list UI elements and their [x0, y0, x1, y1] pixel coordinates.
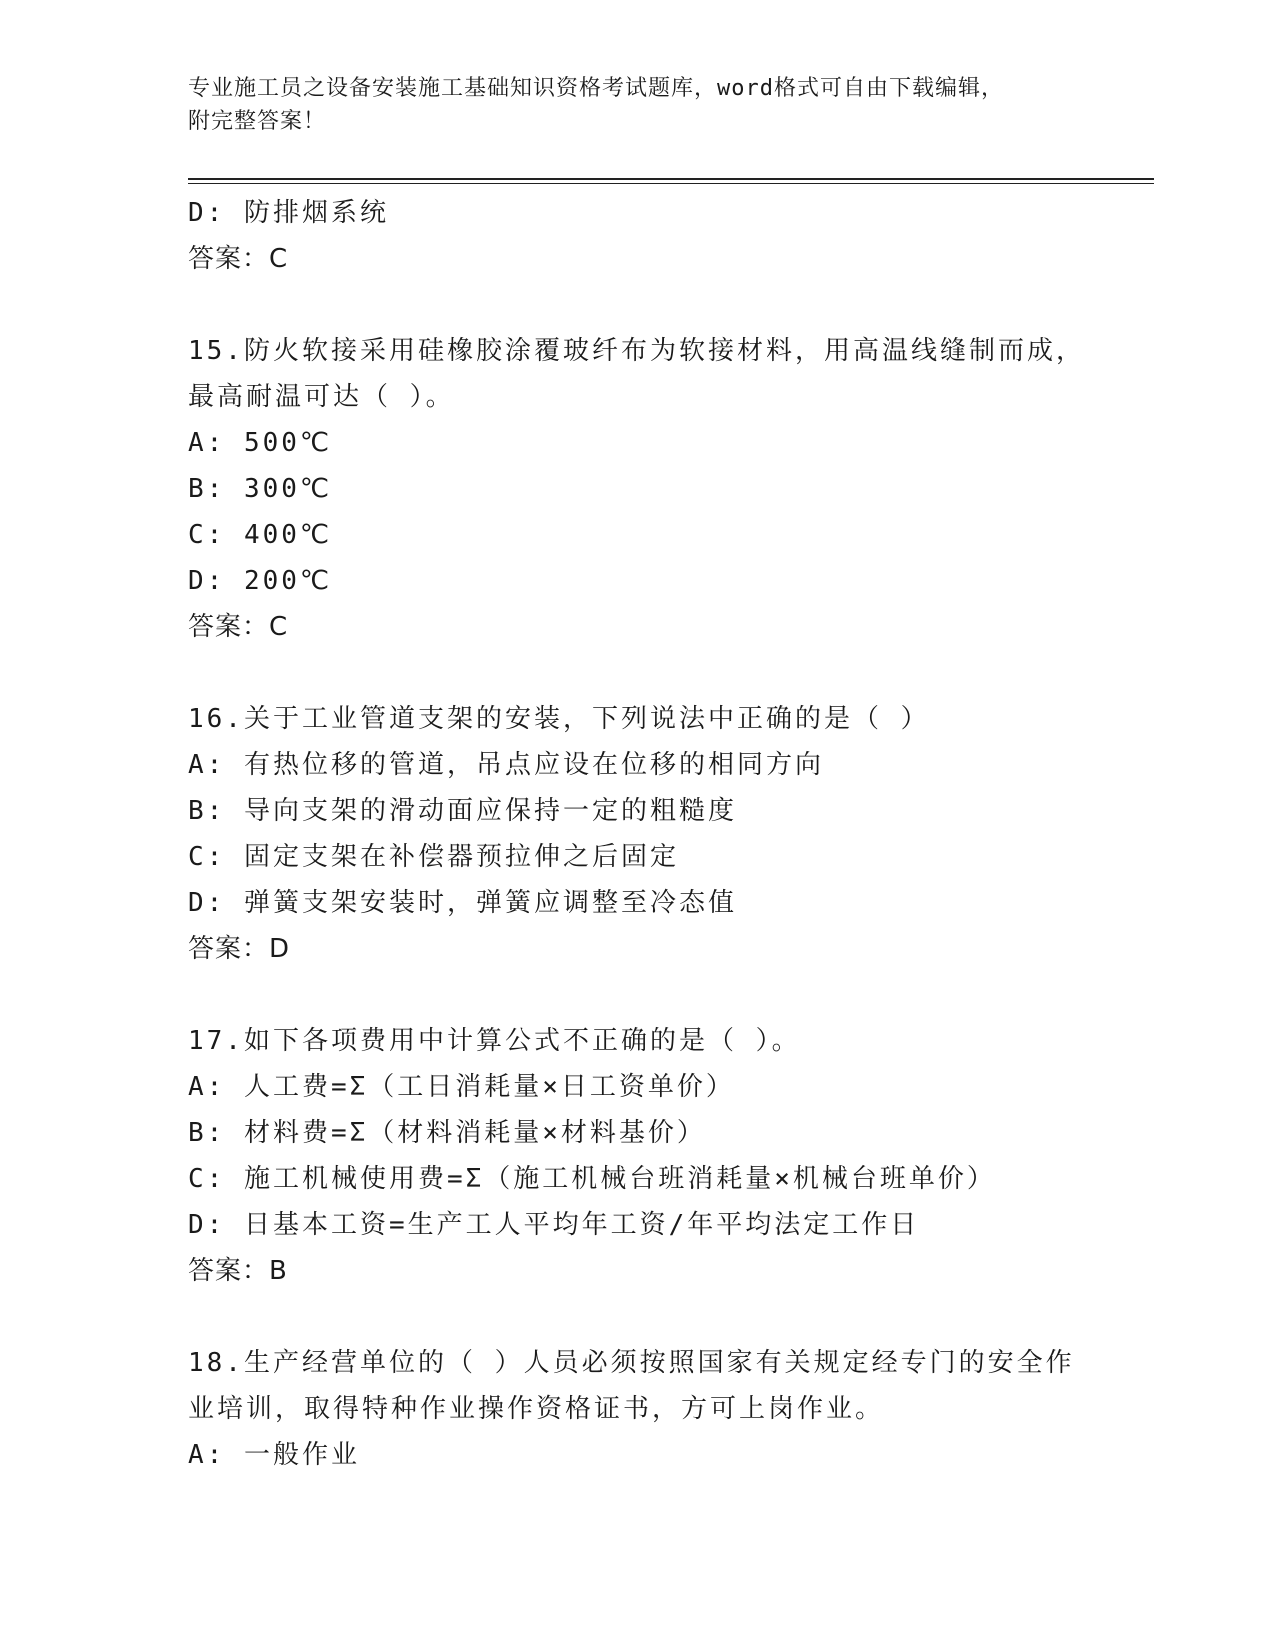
question-stem-cont: 业培训，取得特种作业操作资格证书，方可上岗作业。	[188, 1394, 885, 1424]
header-divider-thick	[188, 178, 1154, 180]
question-18	[188, 1340, 1088, 1478]
question-stem: 18.生产经营单位的（ ）人员必须按照国家有关规定经专门的安全作	[188, 1348, 1075, 1378]
header-line-1: 专业施工员之设备安装施工基础知识资格考试题库，word格式可自由下载编辑，	[188, 76, 1004, 101]
question-list	[188, 190, 1088, 1478]
spacer	[188, 972, 1088, 1018]
option-a: A: 500℃	[188, 428, 333, 458]
option-a: A: 一般作业	[188, 1440, 360, 1470]
answer: 答案：C	[188, 612, 289, 642]
question-stem: 17.如下各项费用中计算公式不正确的是（ ）。	[188, 1026, 801, 1056]
question-stem: 15.防火软接采用硅橡胶涂覆玻纤布为软接材料，用高温线缝制而成，	[188, 336, 1085, 366]
option-a: A: 有热位移的管道，吊点应设在位移的相同方向	[188, 750, 824, 780]
option-a: A: 人工费=Σ（工日消耗量×日工资单价）	[188, 1072, 735, 1102]
question-16	[188, 696, 1088, 972]
prev-answer: 答案：C	[188, 244, 289, 274]
spacer	[188, 1294, 1088, 1340]
option-b: B: 材料费=Σ（材料消耗量×材料基价）	[188, 1118, 706, 1148]
question-stem-cont: 最高耐温可达（ ）。	[188, 382, 455, 412]
option-b: B: 导向支架的滑动面应保持一定的粗糙度	[188, 796, 737, 826]
answer: 答案：B	[188, 1256, 288, 1286]
option-d: D: 200℃	[188, 566, 333, 596]
option-d: D: 弹簧支架安装时，弹簧应调整至冷态值	[188, 888, 737, 918]
prev-option-d: D: 防排烟系统	[188, 198, 389, 228]
header-divider-thin	[188, 183, 1154, 184]
option-d: D: 日基本工资=生产工人平均年工资/年平均法定工作日	[188, 1210, 920, 1240]
spacer	[188, 650, 1088, 696]
option-c: C: 400℃	[188, 520, 333, 550]
option-c: C: 固定支架在补偿器预拉伸之后固定	[188, 842, 679, 872]
header-line-2: 附完整答案！	[188, 109, 327, 134]
option-c: C: 施工机械使用费=Σ（施工机械台班消耗量×机械台班单价）	[188, 1164, 996, 1194]
option-b: B: 300℃	[188, 474, 333, 504]
question-15	[188, 328, 1088, 650]
question-stem: 16.关于工业管道支架的安装，下列说法中正确的是（ ）	[188, 704, 930, 734]
answer: 答案：D	[188, 934, 291, 964]
document-header	[188, 72, 1088, 138]
question-17	[188, 1018, 1088, 1294]
spacer	[188, 282, 1088, 328]
